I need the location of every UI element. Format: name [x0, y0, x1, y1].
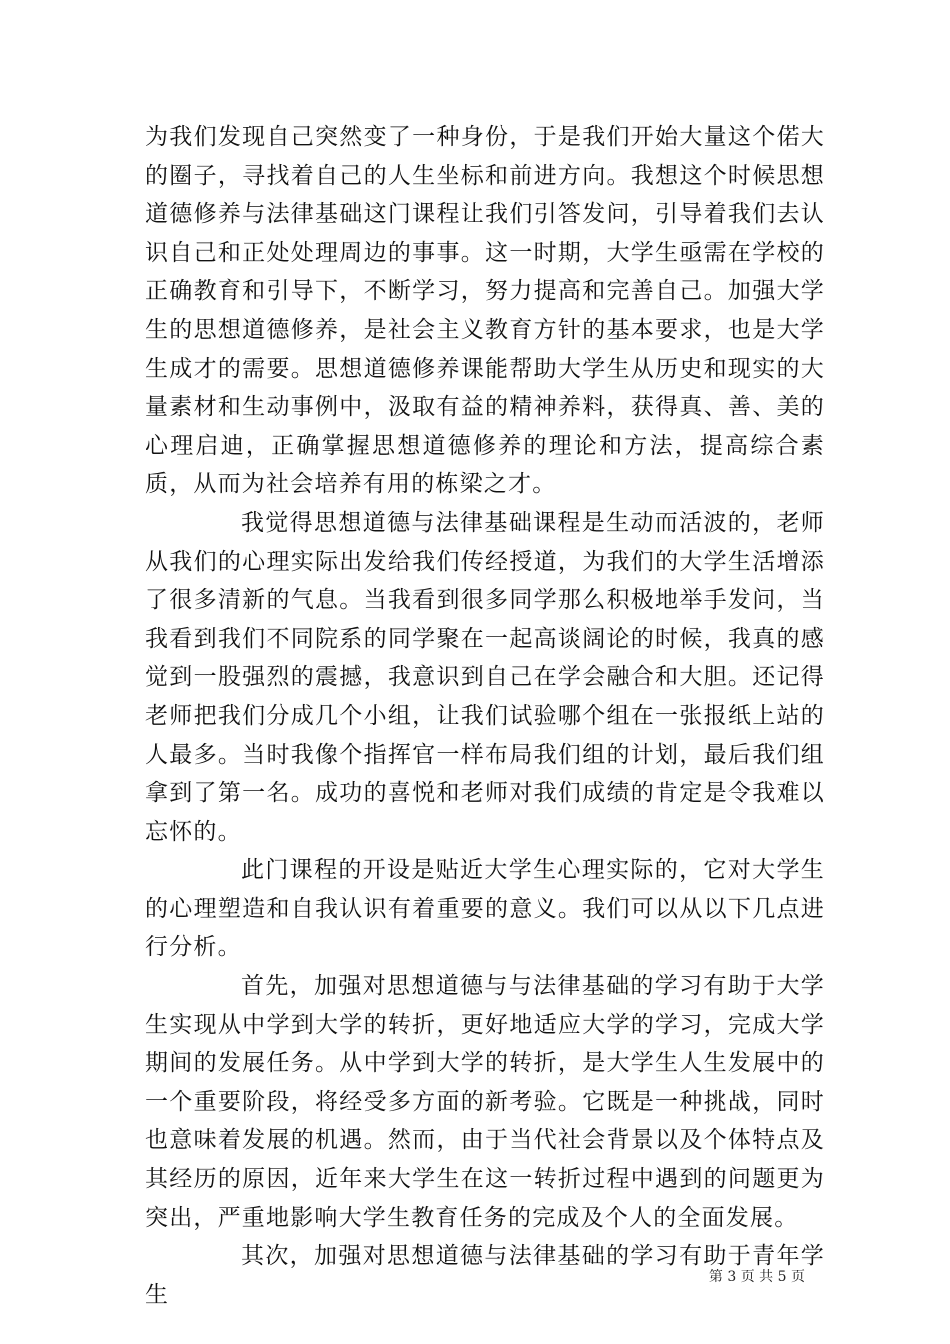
paragraph-3: 此门课程的开设是贴近大学生心理实际的，它对大学生的心理塑造和自我认识有着重要的意义。我们可以从以下几点进行分析。 [145, 857, 825, 961]
paragraph-1: 为我们发现自己突然变了一种身份，于是我们开始大量这个偌大的圈子，寻找着自己的人生坐标和前进方向。我想这个时候思想道德修养与法律基础这门课程让我们引答发问，引导着我们去认识自己和正处处理周边的事事。这一时期，大学生亟需在学校的正确教育和引导下，不断学习，努力提高和完善自己。加强大学生的思想道德修养，是社会主义教育方针的基本要求，也是大学生成才的需要。思想道德修养课能帮助大学生从历史和现实的大量素材和生动事例中，汲取有益的精神养料，获得真、善、美的心理启迪，正确掌握思想道德修养的理论和方法，提高综合素质，从而为社会培养有用的栋梁之才。 [145, 124, 825, 498]
page-number-footer: 第 3 页 共 5 页 [708, 1269, 805, 1285]
paragraph-5: 其次，加强对思想道德与法律基础的学习有助于青年学生 [145, 1243, 825, 1308]
paragraph-4: 首先，加强对思想道德与与法律基础的学习有助于大学生实现从中学到大学的转折，更好地适应大学的学习，完成大学期间的发展任务。从中学到大学的转折，是大学生人生发展中的一个重要阶段，将经受多方面的新考验。它既是一种挑战，同时也意味着发展的机遇。然而，由于当代社会背景以及个体特点及其经历的原因，近年来大学生在这一转折过程中遇到的问题更为突出，严重地影响大学生教育任务的完成及个人的全面发展。 [145, 973, 825, 1231]
document-body [145, 118, 825, 1314]
paragraph-2: 我觉得思想道德与法律基础课程是生动而活波的，老师从我们的心理实际出发给我们传经授道，为我们的大学生活增添了很多清新的气息。当我看到很多同学那么积极地举手发问，当我看到我们不同院系的同学聚在一起高谈阔论的时候，我真的感觉到一股强烈的震撼，我意识到自己在学会融合和大胆。还记得老师把我们分成几个小组，让我们试验哪个组在一张报纸上站的人最多。当时我像个指挥官一样布局我们组的计划，最后我们组拿到了第一名。成功的喜悦和老师对我们成绩的肯定是令我难以忘怀的。 [145, 509, 825, 845]
